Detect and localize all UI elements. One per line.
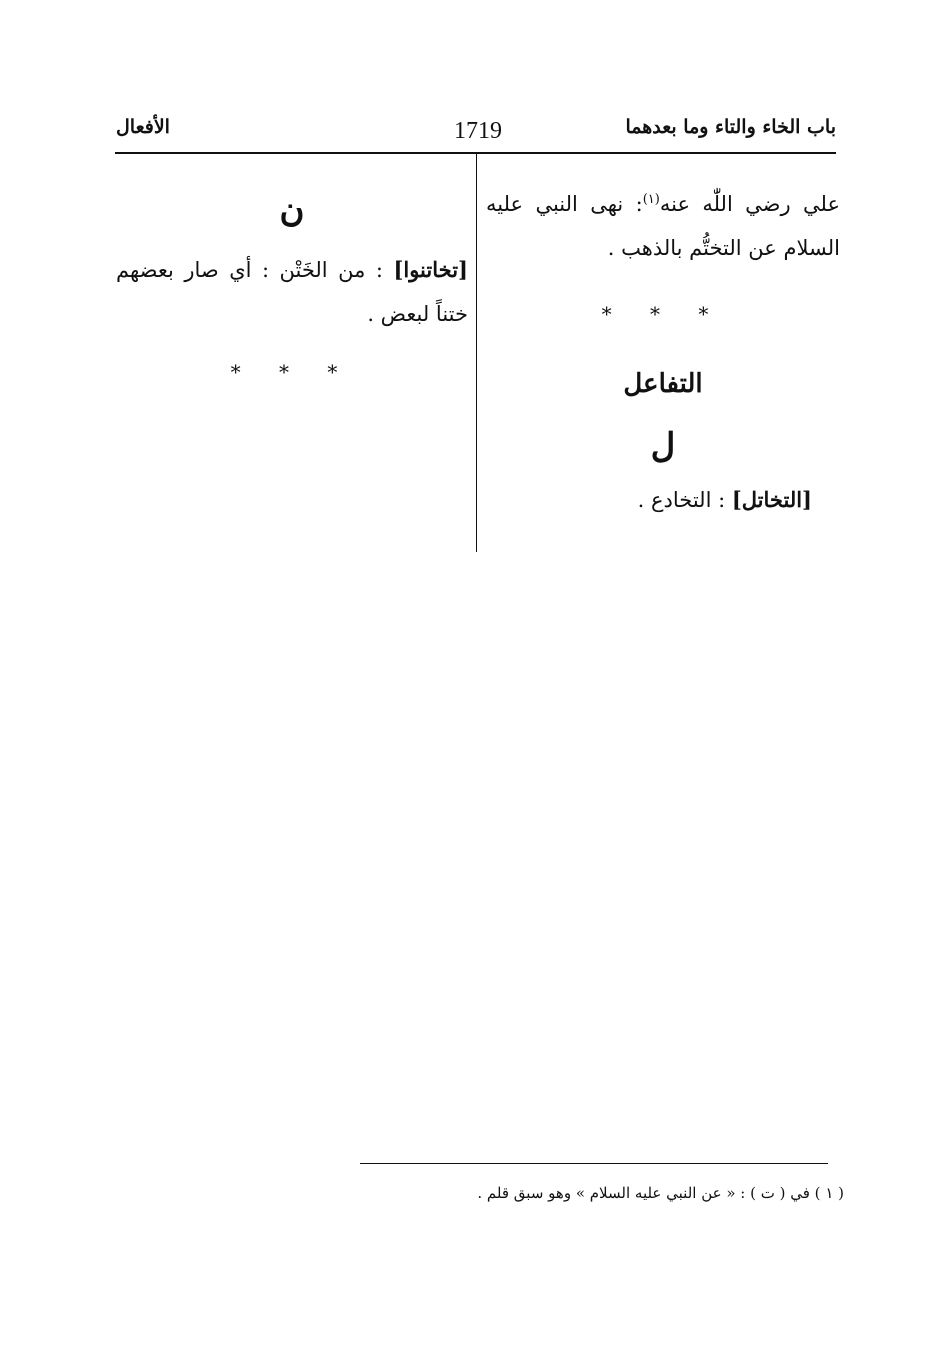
entry-definition: : التخادع . [637, 488, 726, 512]
entry-term: [تخاتنوا] [393, 257, 468, 282]
entry-term: [التخاتل] [731, 487, 812, 512]
left-column [116, 248, 468, 394]
continued-paragraph [486, 178, 840, 270]
section-separator: * * * [230, 360, 354, 384]
paragraph-text: علي رضي اللّٰه عنه [659, 192, 840, 216]
footnote-reference: (١) [642, 192, 660, 207]
letter-heading-left: ن [279, 190, 305, 230]
page-number: 1719 [454, 118, 502, 144]
section-separator: * * * [601, 302, 725, 326]
paragraph-text-rest: : نهى النبي عليه السلام عن التختُّم بالذهب . [486, 192, 840, 260]
dictionary-entry [116, 248, 468, 336]
chapter-title: باب الخاء والتاء وما بعدهما [625, 116, 836, 138]
column-divider [476, 154, 477, 552]
entry-definition: : من الخَتْن : أي صار بعضهم ختناً لبعض . [116, 258, 468, 326]
footnote-rule [360, 1163, 828, 1164]
right-column [486, 178, 840, 522]
dictionary-entry [486, 478, 840, 522]
section-title: الأفعال [116, 116, 170, 138]
letter-heading: ل [650, 426, 676, 466]
section-heading: التفاعل [623, 369, 703, 399]
footnote: ( ١ ) في ( ت ) : « عن النبي عليه السلام » وهو سبق قلم . [477, 1184, 844, 1202]
